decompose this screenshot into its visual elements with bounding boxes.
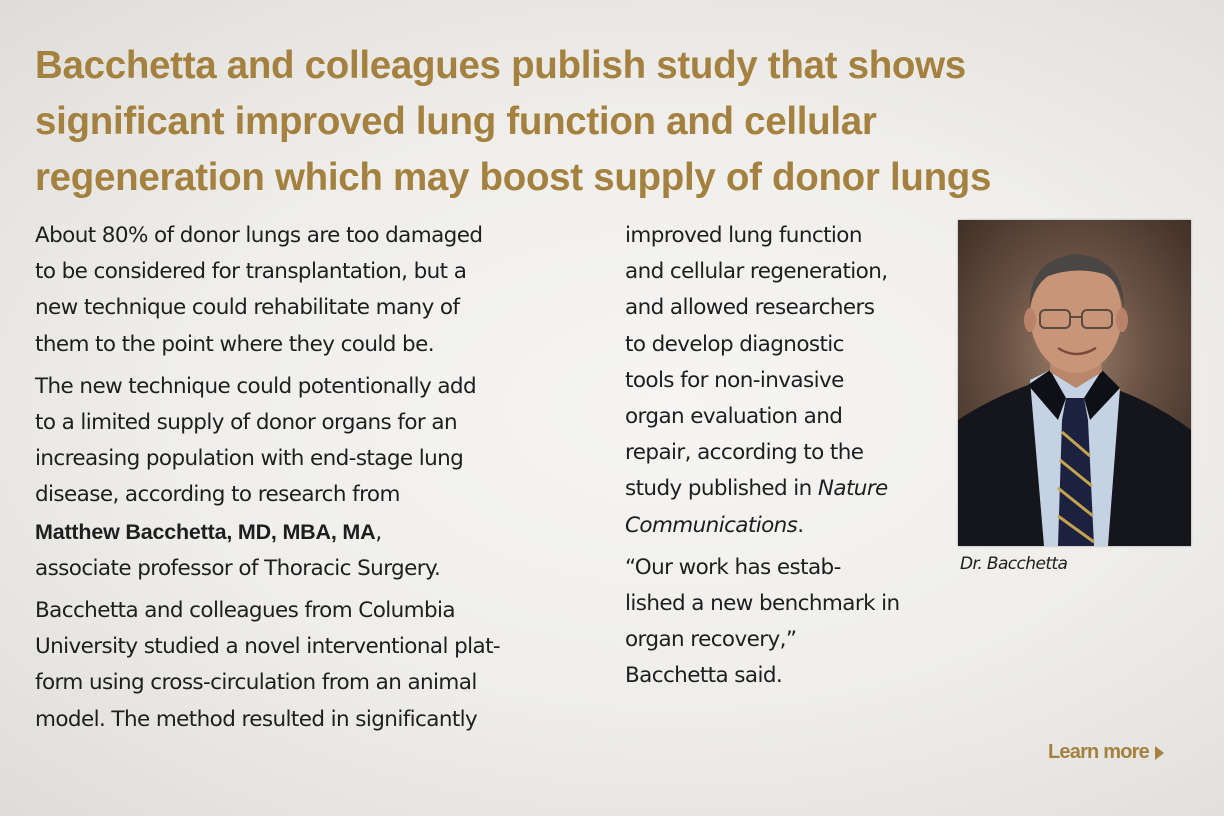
text-line: Bacchetta said. (625, 663, 783, 689)
text-line (625, 508, 955, 544)
punctuation: . (797, 512, 804, 538)
text-fragment: study published in (625, 476, 818, 502)
article-left-column (35, 218, 615, 744)
article-middle-column (625, 218, 955, 701)
text-line (625, 471, 955, 507)
headline (35, 38, 1185, 206)
text-line: them to the point where they could be. (35, 331, 434, 357)
text-line (35, 514, 615, 551)
text-line: The new technique could potentionally add (35, 373, 477, 399)
photo-caption: Dr. Bacchetta (960, 554, 1068, 574)
text-line: About 80% of donor lungs are too damaged (35, 223, 483, 248)
headline-line: significant improved lung function and cellular (35, 100, 877, 143)
text-line: increasing population with end-stage lung (35, 446, 464, 472)
text-line: organ recovery,” (625, 627, 797, 653)
paragraph-intro (35, 218, 615, 363)
text-line: repair, according to the (625, 440, 864, 466)
text-line: disease, according to research from (35, 482, 400, 508)
triangle-right-icon (1155, 746, 1164, 760)
author-name: Matthew Bacchetta, MD, MBA, MA (35, 519, 376, 544)
paragraph-results (625, 218, 955, 544)
text-line: to a limited supply of donor organs for an (35, 410, 457, 436)
text-line: lished a new benchmark in (625, 591, 900, 617)
learn-more-label: Learn more (1048, 741, 1149, 763)
text-line: University studied a novel interventional plat- (35, 634, 501, 660)
text-line: and cellular regeneration, (625, 259, 888, 285)
headline-line: regeneration which may boost supply of donor lungs (35, 156, 992, 199)
text-line: “Our work has estab- (625, 554, 841, 580)
text-line: tools for non-invasive (625, 367, 844, 393)
journal-name: Communications (625, 512, 798, 538)
portrait-illustration (958, 220, 1191, 546)
text-line: organ evaluation and (625, 404, 843, 430)
paragraph-research (35, 369, 615, 587)
text-line: model. The method resulted in significantly (35, 706, 478, 732)
learn-more-link[interactable] (1048, 741, 1164, 764)
paragraph-quote (625, 550, 955, 695)
text-line: form using cross-circulation from an animal (35, 670, 477, 696)
portrait-photo (958, 220, 1191, 546)
text-line: to be considered for transplantation, but a (35, 259, 467, 285)
journal-name: Nature (817, 476, 888, 502)
punctuation: , (375, 519, 382, 545)
paragraph-method (35, 593, 615, 738)
text-line: to develop diagnostic (625, 331, 844, 357)
headline-line: Bacchetta and colleagues publish study that shows (35, 44, 966, 87)
text-line: associate professor of Thoracic Surgery. (35, 555, 441, 581)
text-line: Bacchetta and colleagues from Columbia (35, 598, 456, 624)
text-line: new technique could rehabilitate many of (35, 295, 460, 321)
text-line: improved lung function (625, 223, 862, 248)
text-line: and allowed researchers (625, 295, 875, 321)
